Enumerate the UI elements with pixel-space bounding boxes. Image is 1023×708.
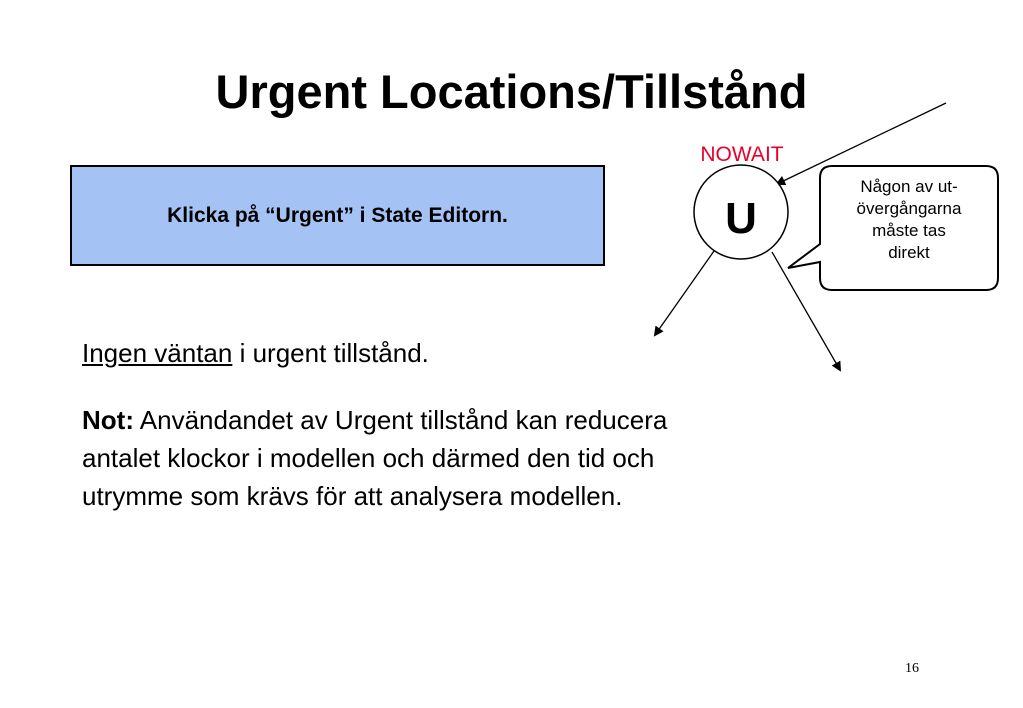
page-number: 16	[905, 661, 919, 676]
outgoing-edge-left	[655, 251, 714, 335]
note-line: antalet klockor i modellen och därmed den tid och	[82, 443, 655, 473]
instruction-text: Klicka på “Urgent” i State Editorn.	[167, 203, 508, 227]
callout-line: Någon av ut-	[860, 177, 958, 196]
body-statement	[82, 337, 429, 369]
callout-line: måste tas	[872, 221, 946, 240]
callout-line: direkt	[888, 243, 930, 262]
callout-text	[820, 176, 998, 264]
body-rest: i urgent tillstånd.	[232, 338, 429, 368]
note-line: utrymme som krävs för att analysera modellen.	[82, 481, 623, 511]
underlined-phrase: Ingen väntan	[82, 338, 233, 368]
note-label: Not:	[82, 405, 134, 435]
callout-line: övergångarna	[856, 199, 962, 218]
nowait-annotation: NOWAIT	[700, 143, 784, 166]
note-text: Användandet av Urgent tillstånd kan reducera	[133, 405, 668, 435]
note-paragraph	[82, 401, 962, 515]
location-label: U	[725, 194, 757, 243]
note-line	[82, 401, 962, 439]
slide-title: Urgent Locations/Tillstånd	[215, 65, 808, 118]
